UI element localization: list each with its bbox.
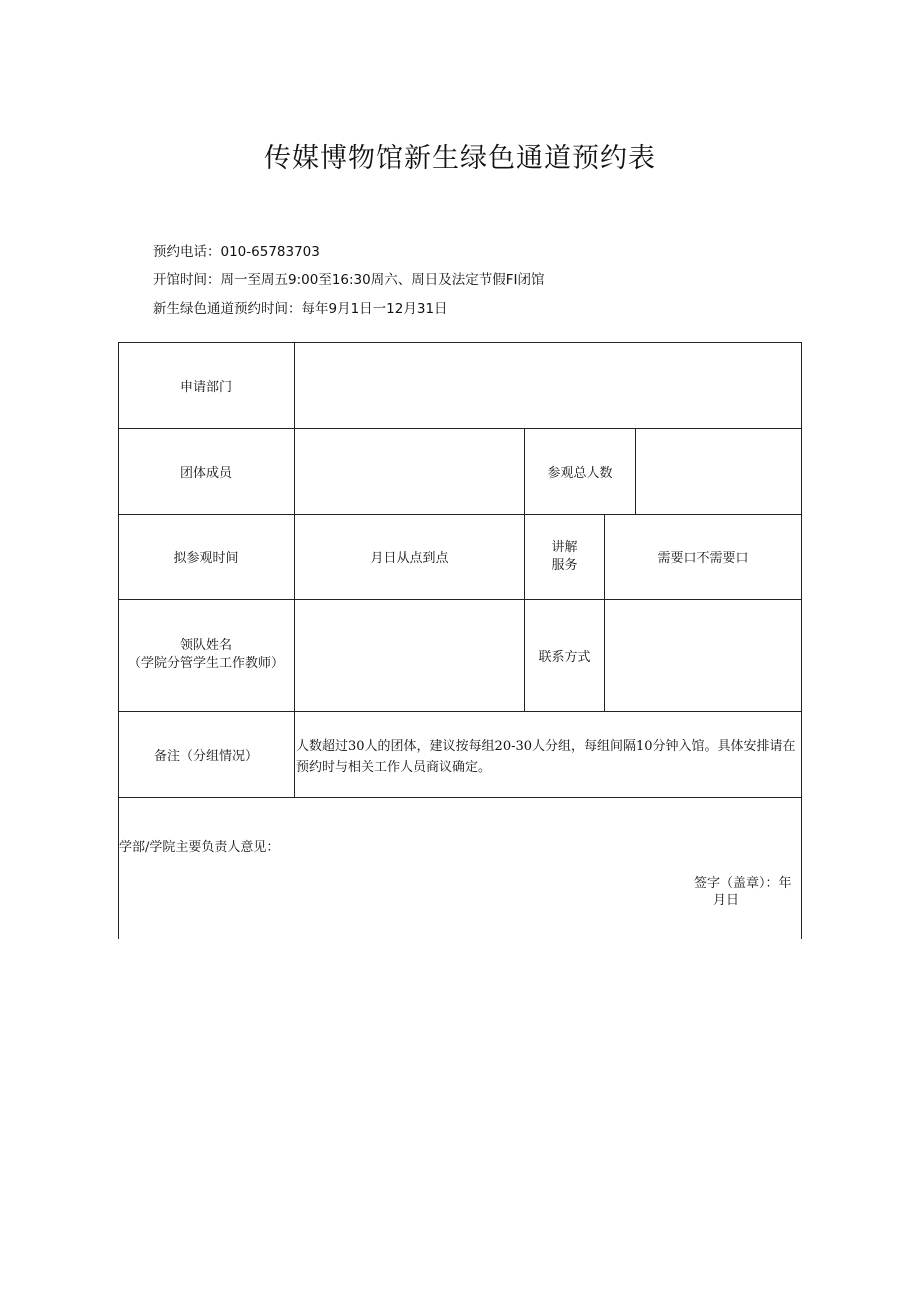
team-leader-label-line2: （学院分管学生工作教师）: [127, 656, 284, 671]
page-title: 传媒博物馆新生绿色通道预约表: [264, 143, 656, 174]
date-label: 月日: [713, 893, 740, 908]
table-border-right: [801, 342, 802, 939]
opening-hours: 开馆时间：周一至周五9:00至16:30周六、周日及法定节假FI闭馆: [153, 272, 545, 288]
team-leader-label-line1: 领队姓名: [179, 638, 232, 653]
signature-label: 签字（盖章）：年: [694, 876, 792, 891]
department-label: 申请部门: [179, 379, 232, 395]
remark-line: 预约时与相关工作人员商议确定。: [296, 760, 492, 775]
reservation-form-table: [118, 342, 802, 939]
remark-line: 人数超过30人的团体，建议按每组20-30人分组，每组间隔10分钟入馆。具体安排请在: [296, 739, 796, 754]
opinion-label: 学部/学院主要负责人意见：: [119, 840, 280, 855]
guide-service-options[interactable]: 需要口不需要口: [657, 551, 749, 566]
row-divider: [118, 797, 802, 798]
reservation-period: 新生绿色通道预约时间：每年9月1日一12月31日: [153, 301, 448, 317]
contact-field[interactable]: [605, 599, 801, 711]
reservation-phone: 预约电话：010-65783703: [153, 244, 320, 260]
guide-service-label-line1: 讲解: [551, 539, 578, 555]
members-label: 团体成员: [179, 465, 232, 481]
guide-service-label-line2: 服务: [551, 557, 578, 573]
team-leader-label: [118, 599, 294, 711]
total-visitors-field[interactable]: [636, 428, 801, 514]
department-field[interactable]: [295, 342, 801, 428]
visit-time-field[interactable]: 月日从点到点: [370, 551, 449, 566]
guide-service-label: [525, 514, 604, 599]
visit-time-label: 拟参观时间: [173, 551, 239, 566]
remark-label: 备注（分组情况）: [153, 748, 258, 764]
members-field[interactable]: [295, 428, 524, 514]
remark-text: [296, 736, 801, 778]
total-visitors-label: 参观总人数: [547, 465, 613, 481]
team-leader-field[interactable]: [295, 599, 524, 711]
contact-label: 联系方式: [538, 649, 591, 665]
